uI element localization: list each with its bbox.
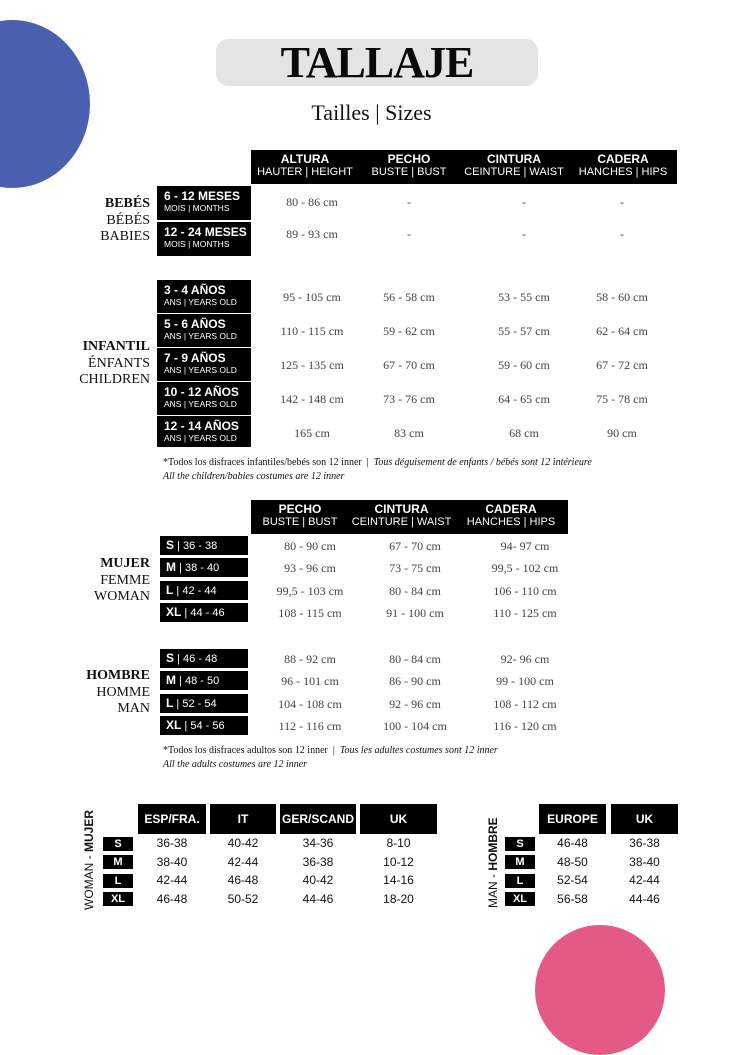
cell-bust: 112 - 116 cm — [278, 719, 342, 733]
note-text-es: *Todos los disfraces adultos son 12 inner — [163, 745, 328, 756]
conv-value: 14-16 — [383, 873, 414, 887]
cell-bust: 80 - 90 cm — [284, 539, 336, 553]
cell-hips: 116 - 120 cm — [493, 719, 557, 733]
cell-waist: - — [522, 227, 526, 241]
cell-bust: 73 - 76 cm — [383, 392, 435, 406]
row-label-12-24-months — [157, 222, 251, 256]
row-label-10-12-years — [157, 382, 251, 415]
header-subtitle: HAUTER | HEIGHT — [257, 166, 353, 178]
header-subtitle: BUSTE | BUST — [371, 166, 447, 178]
row-label-text: 12 - 24 MESES — [164, 225, 247, 239]
cell-bust: - — [407, 227, 411, 241]
group-label-es: HOMBRE — [86, 668, 150, 683]
conv-size-m: M — [103, 855, 133, 869]
cell-height: 95 - 105 cm — [283, 290, 341, 304]
cell-hips: 62 - 64 cm — [596, 324, 648, 338]
cell-waist: 100 - 104 cm — [383, 719, 447, 733]
size-label-woman-l: L | 42 - 44 — [160, 581, 248, 600]
row-label-5-6-years — [157, 314, 251, 347]
conv-value: 42-44 — [629, 873, 660, 887]
cell-hips: 106 - 110 cm — [493, 584, 557, 598]
cell-bust: - — [407, 195, 411, 209]
adults-header-hips — [454, 503, 568, 529]
vertical-label-en: MAN - — [486, 870, 500, 908]
cell-waist: 80 - 84 cm — [389, 584, 441, 598]
conv-value: 38-40 — [629, 855, 660, 869]
vertical-label-es: HOMBRE — [486, 817, 500, 871]
row-label-sub: MOIS | MONTHS — [164, 203, 230, 213]
header-title: CADERA — [485, 502, 537, 516]
header-subtitle: HANCHES | HIPS — [466, 516, 556, 528]
size-range: 42 - 44 — [182, 585, 217, 597]
row-label-text: 3 - 4 AÑOS — [164, 283, 226, 297]
header-title: CINTURA — [487, 152, 541, 166]
vertical-label-en: WOMAN - — [82, 852, 96, 910]
row-label-text: 12 - 14 AÑOS — [164, 419, 239, 433]
group-label-es: INFANTIL — [82, 339, 150, 354]
size-range: 48 - 50 — [184, 675, 220, 687]
conv-size-xl: XL — [505, 892, 535, 906]
cell-bust: 67 - 70 cm — [383, 358, 435, 372]
cell-waist: 64 - 65 cm — [498, 392, 550, 406]
cell-hips: 99 - 100 cm — [496, 674, 554, 688]
size-label-woman-s: S | 36 - 38 — [160, 536, 248, 555]
group-label-woman — [60, 556, 150, 606]
cell-hips: 75 - 78 cm — [596, 392, 648, 406]
row-label-7-9-years — [157, 348, 251, 381]
header-title: ALTURA — [280, 152, 330, 166]
row-label-text: 10 - 12 AÑOS — [164, 385, 239, 399]
vertical-label-es: MUJER — [82, 809, 96, 852]
kids-table-header — [251, 150, 677, 184]
cell-bust: 59 - 62 cm — [383, 324, 435, 338]
note-text-fr: Tous les adultes costumes sont 12 inner — [339, 745, 498, 756]
cell-hips: - — [620, 227, 624, 241]
row-label-sub: ANS | YEARS OLD — [164, 433, 237, 443]
conv-value: 18-20 — [383, 892, 414, 906]
row-label-sub: ANS | YEARS OLD — [164, 297, 237, 307]
row-label-3-4-years — [157, 280, 251, 313]
conv-value: 38-40 — [156, 855, 188, 869]
group-label-en: WOMAN — [94, 589, 150, 604]
cell-waist: 91 - 100 cm — [386, 606, 444, 620]
size-label-woman-m: M | 38 - 40 — [160, 558, 248, 577]
conv-size-l: L — [103, 874, 133, 888]
row-label-sub: MOIS | MONTHS — [164, 239, 230, 249]
header-subtitle: CEINTURE | WAIST — [464, 166, 564, 178]
size-letter: S — [166, 651, 175, 665]
cell-hips: - — [620, 195, 624, 209]
cell-bust: 104 - 108 cm — [278, 697, 342, 711]
row-label-sub: ANS | YEARS OLD — [164, 399, 237, 409]
size-letter: XL — [166, 605, 182, 619]
conv-header-europe: EUROPE — [539, 804, 606, 834]
cell-hips: 58 - 60 cm — [596, 290, 648, 304]
header-subtitle: HANCHES | HIPS — [578, 166, 668, 178]
kids-header-height — [251, 153, 359, 179]
conv-value: 40-42 — [227, 836, 259, 850]
group-label-es: BEBÉS — [104, 196, 150, 211]
man-conversion-vertical-label — [486, 817, 500, 908]
group-label-en: BABIES — [100, 229, 150, 244]
size-letter: M — [166, 560, 176, 574]
conv-value: 42-44 — [156, 873, 188, 887]
decorative-pink-circle — [535, 925, 665, 1055]
header-subtitle: CEINTURE | WAIST — [351, 516, 452, 528]
kids-header-waist — [459, 153, 569, 179]
group-label-fr: HOMME — [96, 684, 150, 700]
adults-table-header — [251, 500, 568, 534]
size-letter: S — [166, 538, 175, 552]
size-label-man-l: L | 52 - 54 — [160, 694, 248, 713]
cell-waist: 67 - 70 cm — [389, 539, 441, 553]
cell-waist: 55 - 57 cm — [498, 324, 550, 338]
row-label-12-14-years — [157, 416, 251, 447]
note-text-es: *Todos los disfraces infantiles/bebés son 12 inner — [163, 457, 362, 468]
cell-waist: 73 - 75 cm — [389, 561, 441, 575]
kids-header-hips — [569, 153, 677, 179]
conv-header-uk-man: UK — [611, 804, 678, 834]
cell-height: 89 - 93 cm — [286, 227, 338, 241]
cell-bust: 83 cm — [394, 426, 424, 440]
conv-header-it: IT — [210, 804, 276, 834]
cell-bust: 88 - 92 cm — [284, 652, 336, 666]
size-range: 52 - 54 — [182, 698, 217, 710]
cell-height: 110 - 115 cm — [280, 324, 344, 338]
cell-hips: 92- 96 cm — [500, 652, 550, 666]
conv-header-uk: UK — [360, 804, 437, 834]
cell-bust: 96 - 101 cm — [281, 674, 339, 688]
size-letter: M — [166, 673, 176, 687]
cell-hips: 108 - 112 cm — [493, 697, 557, 711]
group-label-fr: FEMME — [100, 572, 150, 588]
cell-waist: 53 - 55 cm — [498, 290, 550, 304]
conv-value: 52-54 — [557, 873, 588, 887]
conv-value: 50-52 — [227, 892, 259, 906]
size-letter: L — [166, 583, 174, 597]
group-label-fr: ÉNFANTS — [88, 355, 150, 371]
conv-value: 36-38 — [629, 836, 660, 850]
size-range: 38 - 40 — [184, 562, 220, 574]
adults-note: *Todos los disfraces adultos son 12 inner | Tous les adultes costumes sont 12 inner All the adults costumes are 12 inner — [163, 745, 498, 770]
row-label-6-12-months — [157, 186, 251, 220]
header-title: CADERA — [597, 152, 649, 166]
cell-bust: 99,5 - 103 cm — [276, 584, 344, 598]
conv-size-m: M — [505, 855, 535, 869]
cell-waist: 92 - 96 cm — [389, 697, 441, 711]
cell-waist: 86 - 90 cm — [389, 674, 441, 688]
conv-size-l: L — [505, 874, 535, 888]
cell-waist: - — [522, 195, 526, 209]
cell-hips: 99,5 - 102 cm — [491, 561, 559, 575]
size-letter: XL — [166, 718, 182, 732]
conv-value: 46-48 — [156, 892, 188, 906]
conv-value: 36-38 — [156, 836, 188, 850]
size-range: 54 - 56 — [190, 720, 225, 732]
conv-value: 8-10 — [386, 836, 411, 850]
size-label-man-xl: XL | 54 - 56 — [160, 716, 248, 735]
page-subtitle: Tailles | Sizes — [311, 100, 432, 125]
cell-waist: 80 - 84 cm — [389, 652, 441, 666]
group-label-children — [40, 339, 150, 389]
kids-header-bust — [359, 153, 459, 179]
conv-value: 44-46 — [629, 892, 660, 906]
group-label-babies — [60, 196, 150, 246]
row-label-text: 7 - 9 AÑOS — [164, 351, 226, 365]
conv-value: 10-12 — [383, 855, 414, 869]
header-title: PECHO — [387, 152, 431, 166]
size-letter: L — [166, 696, 174, 710]
row-label-sub: ANS | YEARS OLD — [164, 331, 237, 341]
title-banner — [216, 39, 538, 86]
cell-height: 80 - 86 cm — [286, 195, 338, 209]
kids-note: *Todos los disfraces infantiles/bebés son 12 inner | Tous déguisement de enfants / bébés sont 12 intérieure All the children/babies costumes are 12 inner — [163, 457, 592, 482]
cell-bust: 108 - 115 cm — [278, 606, 342, 620]
conv-size-s: S — [505, 837, 535, 851]
conv-header-esp: ESP/FRA. — [138, 804, 206, 834]
conv-size-xl: XL — [103, 892, 133, 906]
cell-waist: 59 - 60 cm — [498, 358, 550, 372]
group-label-en: CHILDREN — [79, 372, 150, 387]
note-text-en: All the children/babies costumes are 12 inner — [163, 471, 345, 482]
group-label-man — [60, 668, 150, 718]
adults-header-waist — [349, 503, 454, 529]
group-label-fr: BÉBÉS — [106, 212, 150, 228]
cell-hips: 90 cm — [607, 426, 637, 440]
size-range: 36 - 38 — [183, 540, 218, 552]
size-range: 44 - 46 — [190, 607, 225, 619]
cell-height: 142 - 148 cm — [280, 392, 344, 406]
cell-bust: 93 - 96 cm — [284, 561, 336, 575]
conv-value: 46-48 — [557, 836, 588, 850]
group-label-en: MAN — [117, 701, 150, 716]
cell-hips: 110 - 125 cm — [493, 606, 557, 620]
cell-hips: 94- 97 cm — [500, 539, 550, 553]
size-label-man-s: S | 46 - 48 — [160, 649, 248, 668]
conv-value: 56-58 — [557, 892, 588, 906]
cell-height: 165 cm — [294, 426, 330, 440]
header-title: PECHO — [278, 502, 322, 516]
conv-value: 42-44 — [227, 855, 259, 869]
note-text-en: All the adults costumes are 12 inner — [163, 759, 308, 770]
cell-waist: 68 cm — [509, 426, 539, 440]
group-label-es: MUJER — [100, 556, 150, 571]
conv-value: 44-46 — [302, 892, 334, 906]
woman-conversion-vertical-label — [82, 810, 96, 910]
header-title: CINTURA — [374, 502, 429, 516]
adults-header-bust — [251, 503, 349, 529]
page-title: TALLAJE — [280, 38, 474, 87]
conv-header-ger: GER/SCAND — [280, 804, 356, 834]
row-label-sub: ANS | YEARS OLD — [164, 365, 237, 375]
cell-hips: 67 - 72 cm — [596, 358, 648, 372]
note-text-fr: Tous déguisement de enfants / bébés sont 12 intérieure — [373, 457, 592, 468]
conv-value: 46-48 — [227, 873, 259, 887]
size-range: 46 - 48 — [183, 653, 218, 665]
conv-size-s: S — [103, 837, 133, 851]
header-subtitle: BUSTE | BUST — [262, 516, 338, 528]
cell-bust: 56 - 58 cm — [383, 290, 435, 304]
conv-value: 40-42 — [302, 873, 334, 887]
size-label-woman-xl: XL | 44 - 46 — [160, 603, 248, 622]
size-label-man-m: M | 48 - 50 — [160, 671, 248, 690]
row-label-text: 5 - 6 AÑOS — [164, 317, 226, 331]
conv-value: 48-50 — [557, 855, 588, 869]
row-label-text: 6 - 12 MESES — [164, 189, 241, 203]
conv-value: 36-38 — [302, 855, 334, 869]
conv-value: 34-36 — [302, 836, 334, 850]
cell-height: 125 - 135 cm — [280, 358, 344, 372]
